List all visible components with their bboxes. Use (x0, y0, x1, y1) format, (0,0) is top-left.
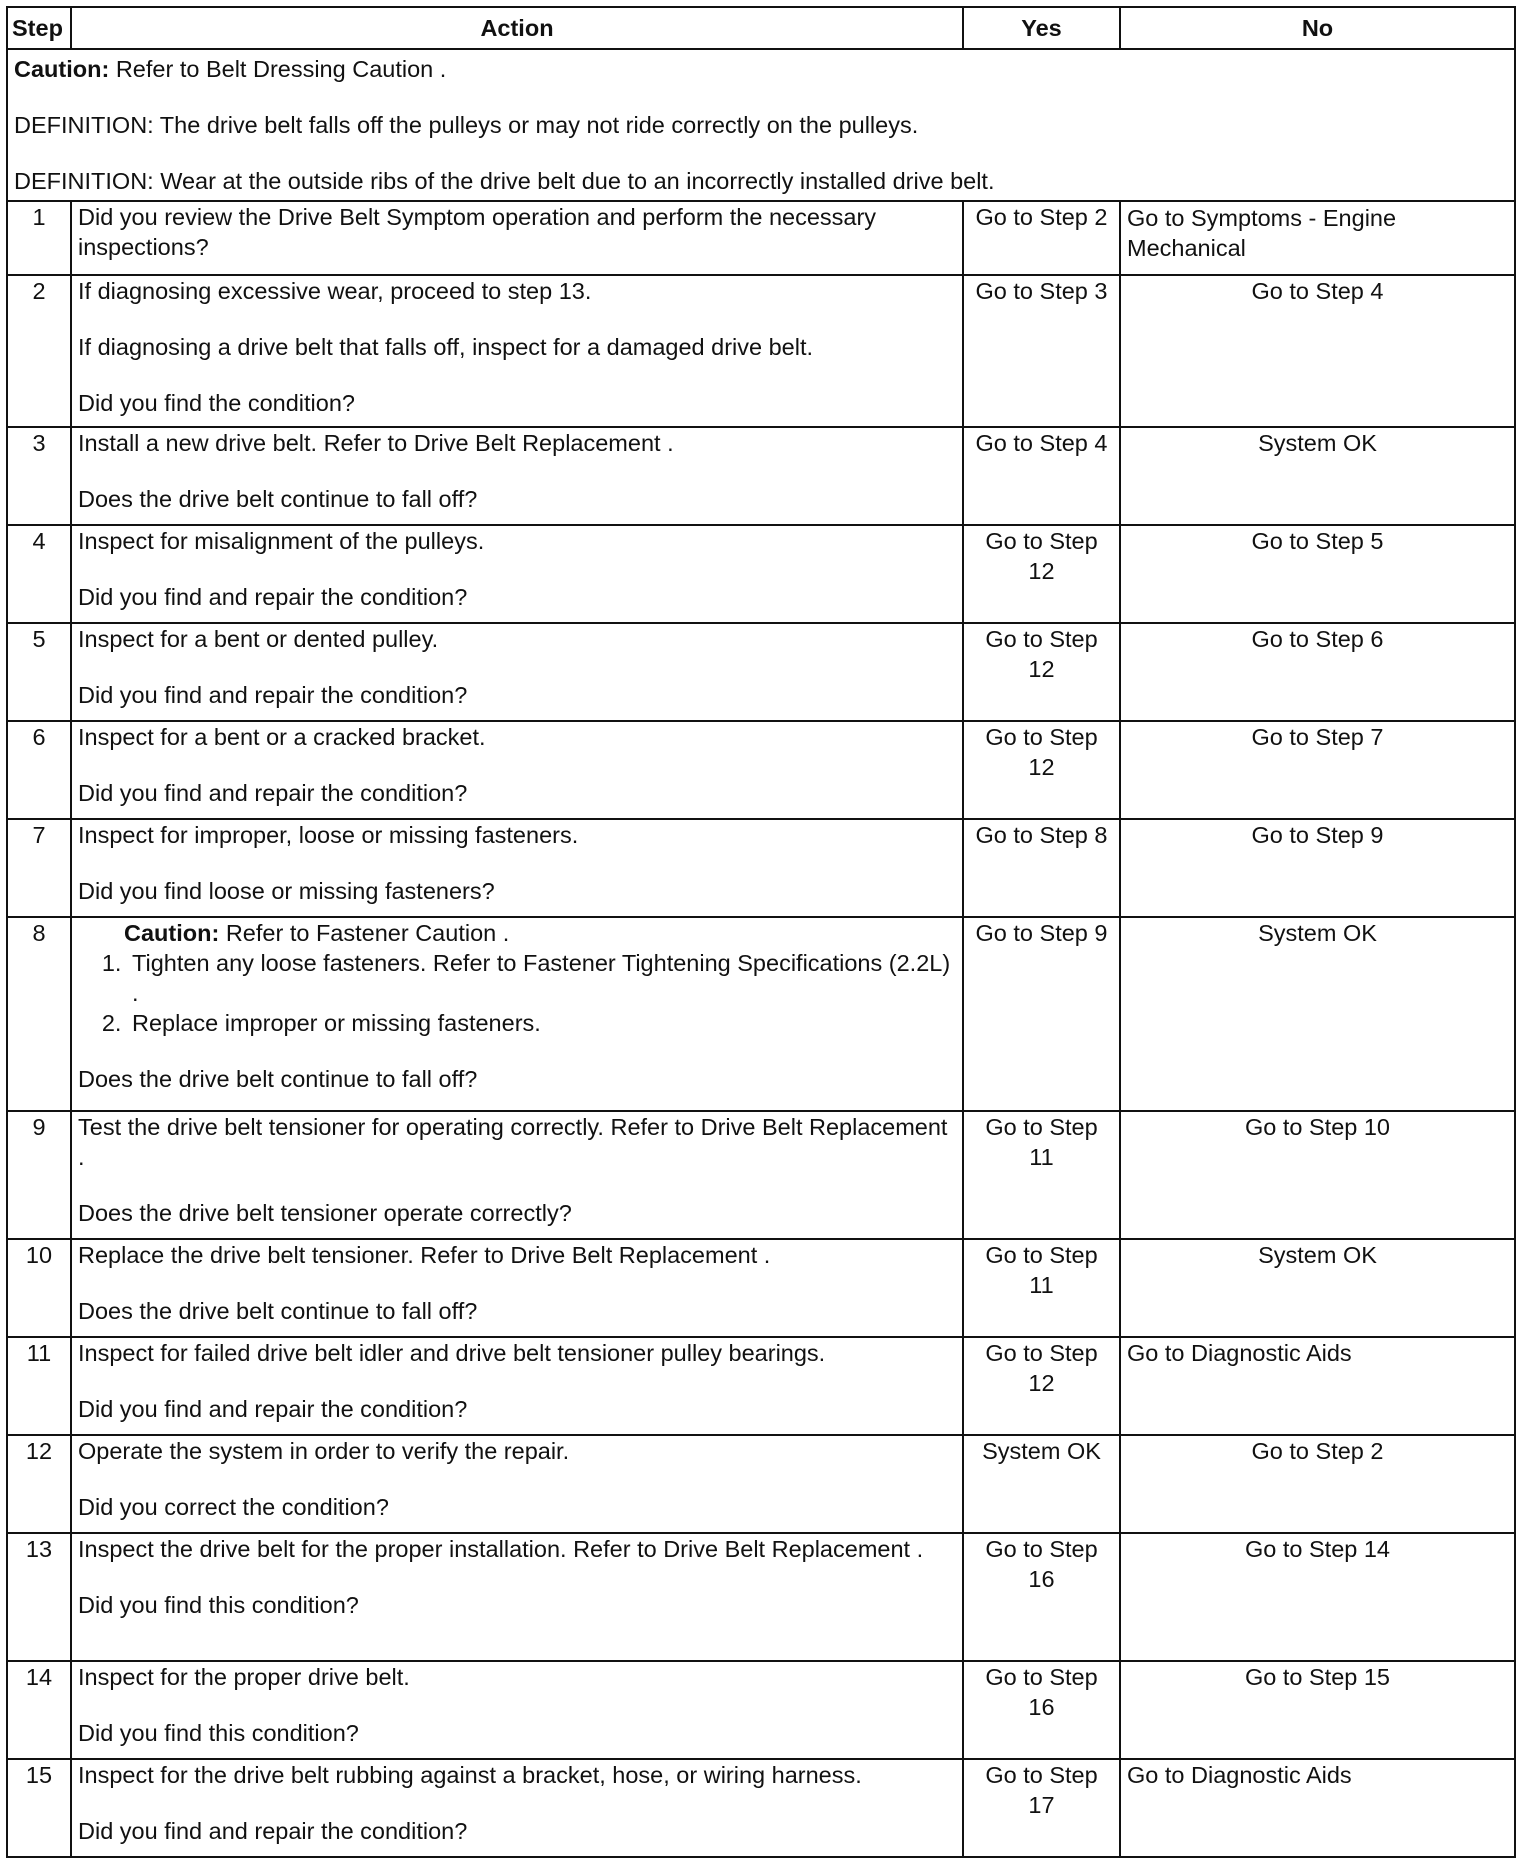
action-text: Inspect for a bent or dented pulley. (78, 626, 439, 652)
action-cell (71, 1239, 963, 1337)
step-number: 2 (7, 275, 71, 427)
action-cell (71, 1337, 963, 1435)
action-cell (71, 427, 963, 525)
table-row (7, 819, 1515, 917)
question-text: Did you find the condition? (78, 390, 355, 416)
table-row (7, 1661, 1515, 1759)
caution-label: Caution: (14, 56, 110, 82)
action-text: Replace the drive belt tensioner. Refer to Drive Belt Replacement . (78, 1242, 771, 1268)
list-item: 1. Tighten any loose fasteners. Refer to Fastener Tightening Specifications (2.2L) . (128, 948, 956, 1008)
question-text: Does the drive belt continue to fall off? (78, 486, 478, 512)
step-number: 15 (7, 1759, 71, 1857)
header-yes: Yes (963, 7, 1120, 49)
step-number: 10 (7, 1239, 71, 1337)
step-number: 7 (7, 819, 71, 917)
question-text: Does the drive belt tensioner operate correctly? (78, 1200, 572, 1226)
action-text: Inspect for a bent or a cracked bracket. (78, 724, 486, 750)
question-text: Did you find this condition? (78, 1592, 359, 1618)
yes-cell: Go to Step 12 (963, 1337, 1120, 1435)
action-cell (71, 623, 963, 721)
no-cell: Go to Step 9 (1120, 819, 1515, 917)
caution-text: Refer to Belt Dressing Caution . (109, 56, 447, 82)
step-number: 13 (7, 1533, 71, 1661)
yes-cell: Go to Step 8 (963, 819, 1120, 917)
no-cell: Go to Diagnostic Aids (1120, 1759, 1515, 1857)
yes-cell: Go to Step 12 (963, 623, 1120, 721)
yes-cell: Go to Step 9 (963, 917, 1120, 1111)
header-row (7, 7, 1515, 49)
yes-cell: Go to Step 12 (963, 525, 1120, 623)
action-text: Operate the system in order to verify the repair. (78, 1438, 570, 1464)
header-step: Step (7, 7, 71, 49)
table-row (7, 1759, 1515, 1857)
action-text: Inspect for failed drive belt idler and drive belt tensioner pulley bearings. (78, 1340, 826, 1366)
caution-label: Caution: (124, 920, 220, 946)
table-row (7, 623, 1515, 721)
table-row (7, 1435, 1515, 1533)
step-number: 14 (7, 1661, 71, 1759)
table-row (7, 917, 1515, 1111)
action-cell (71, 1661, 963, 1759)
no-cell: Go to Step 2 (1120, 1435, 1515, 1533)
action-cell (71, 1435, 963, 1533)
action-text: Inspect for the proper drive belt. (78, 1664, 410, 1690)
question-text: Did you find and repair the condition? (78, 1396, 468, 1422)
question-text: Does the drive belt continue to fall off? (78, 1066, 478, 1092)
step-number: 1 (7, 201, 71, 275)
table-row (7, 1239, 1515, 1337)
step-number: 6 (7, 721, 71, 819)
no-cell: Go to Symptoms - Engine Mechanical (1120, 201, 1515, 275)
yes-cell: Go to Step 11 (963, 1111, 1120, 1239)
question-text: Did you correct the condition? (78, 1494, 389, 1520)
question-text: Did you find and repair the condition? (78, 780, 468, 806)
action-cell (71, 1759, 963, 1857)
question-text: Does the drive belt continue to fall off? (78, 1298, 478, 1324)
action-text: Inspect the drive belt for the proper installation. Refer to Drive Belt Replacement . (78, 1536, 924, 1562)
no-cell: Go to Step 4 (1120, 275, 1515, 427)
yes-cell: Go to Step 16 (963, 1533, 1120, 1661)
no-cell: Go to Step 15 (1120, 1661, 1515, 1759)
action-text: Did you review the Drive Belt Symptom operation and perform the necessary inspections? (78, 204, 877, 260)
step-number: 12 (7, 1435, 71, 1533)
yes-cell: Go to Step 17 (963, 1759, 1120, 1857)
table-row (7, 1337, 1515, 1435)
action-cell (71, 721, 963, 819)
intro-caution (14, 54, 1508, 84)
instruction-list (78, 948, 956, 1038)
table-row (7, 201, 1515, 275)
step-caution (78, 918, 956, 948)
step-number: 11 (7, 1337, 71, 1435)
no-cell: Go to Step 14 (1120, 1533, 1515, 1661)
action-text: Inspect for the drive belt rubbing against a bracket, hose, or wiring harness. (78, 1762, 862, 1788)
yes-cell: System OK (963, 1435, 1120, 1533)
diagnostic-table (6, 6, 1516, 1858)
table-row (7, 721, 1515, 819)
action-cell (71, 275, 963, 427)
list-item: 2. Replace improper or missing fasteners. (128, 1008, 956, 1038)
step-number: 5 (7, 623, 71, 721)
yes-cell: Go to Step 2 (963, 201, 1120, 275)
action-text: If diagnosing excessive wear, proceed to step 13. (78, 278, 592, 304)
intro-cell (7, 49, 1515, 201)
no-cell: Go to Step 5 (1120, 525, 1515, 623)
yes-cell: Go to Step 16 (963, 1661, 1120, 1759)
no-cell: Go to Step 10 (1120, 1111, 1515, 1239)
no-cell: Go to Step 7 (1120, 721, 1515, 819)
header-no: No (1120, 7, 1515, 49)
table-row (7, 427, 1515, 525)
action-text: Test the drive belt tensioner for operating correctly. Refer to Drive Belt Replacement . (78, 1114, 948, 1170)
question-text: Did you find and repair the condition? (78, 584, 468, 610)
header-action: Action (71, 7, 963, 49)
question-text: Did you find and repair the condition? (78, 1818, 468, 1844)
action-cell (71, 917, 963, 1111)
action-cell (71, 1533, 963, 1661)
no-cell: Go to Diagnostic Aids (1120, 1337, 1515, 1435)
definition-2: DEFINITION: Wear at the outside ribs of the drive belt due to an incorrectly installed drive belt. (14, 168, 995, 194)
yes-cell: Go to Step 3 (963, 275, 1120, 427)
yes-cell: Go to Step 4 (963, 427, 1120, 525)
caution-text: Refer to Fastener Caution . (219, 920, 510, 946)
action-cell (71, 201, 963, 275)
action-text: If diagnosing a drive belt that falls off, inspect for a damaged drive belt. (78, 334, 814, 360)
step-number: 8 (7, 917, 71, 1111)
action-cell (71, 525, 963, 623)
table-row (7, 1111, 1515, 1239)
no-cell: System OK (1120, 917, 1515, 1111)
table-row (7, 525, 1515, 623)
intro-row (7, 49, 1515, 201)
question-text: Did you find this condition? (78, 1720, 359, 1746)
no-cell: System OK (1120, 427, 1515, 525)
definition-1: DEFINITION: The drive belt falls off the pulleys or may not ride correctly on the pulleys. (14, 112, 919, 138)
action-cell (71, 819, 963, 917)
step-number: 9 (7, 1111, 71, 1239)
no-cell: Go to Step 6 (1120, 623, 1515, 721)
yes-cell: Go to Step 11 (963, 1239, 1120, 1337)
action-text: Inspect for improper, loose or missing fasteners. (78, 822, 579, 848)
question-text: Did you find loose or missing fasteners? (78, 878, 495, 904)
step-number: 4 (7, 525, 71, 623)
table-row (7, 1533, 1515, 1661)
action-text: Inspect for misalignment of the pulleys. (78, 528, 485, 554)
no-cell: System OK (1120, 1239, 1515, 1337)
step-number: 3 (7, 427, 71, 525)
yes-cell: Go to Step 12 (963, 721, 1120, 819)
action-text: Install a new drive belt. Refer to Drive Belt Replacement . (78, 430, 674, 456)
question-text: Did you find and repair the condition? (78, 682, 468, 708)
action-cell (71, 1111, 963, 1239)
table-row (7, 275, 1515, 427)
